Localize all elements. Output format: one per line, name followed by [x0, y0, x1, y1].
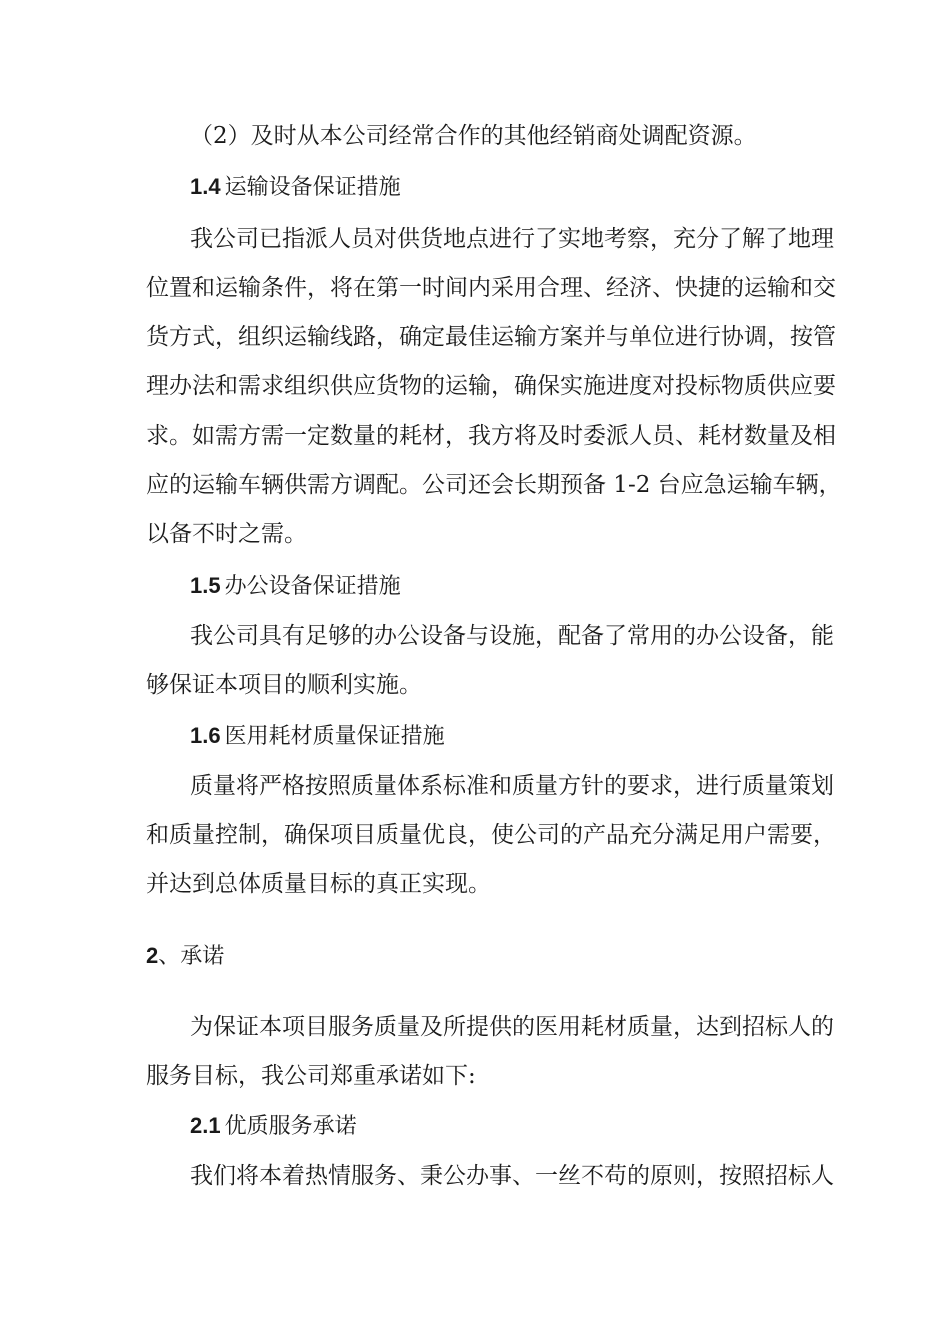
- section-heading-1-6: [190, 720, 816, 753]
- paragraph-line: 和质量控制，确保项目质量优良，使公司的产品充分满足用户需要，: [146, 822, 836, 848]
- section-title: 优质服务承诺: [224, 1114, 357, 1139]
- section-heading-2: [146, 940, 816, 973]
- section-heading-1-4: [190, 171, 816, 204]
- paragraph-line: 位置和运输条件，将在第一时间内采用合理、经济、快捷的运输和交: [146, 275, 836, 301]
- section-title: 办公设备保证措施: [224, 574, 401, 599]
- section-title: 运输设备保证措施: [224, 175, 401, 200]
- paragraph-line: 求。如需方需一定数量的耗材，我方将及时委派人员、耗材数量及相: [146, 423, 836, 449]
- paragraph-line: 为保证本项目服务质量及所提供的医用耗材质量，达到招标人的: [190, 1014, 834, 1040]
- paragraph-line: 以备不时之需。: [146, 521, 307, 547]
- section-title: 、承诺: [158, 944, 225, 969]
- paragraph-line: 应的运输车辆供需方调配。公司还会长期预备 1-2 台应急运输车辆，: [146, 472, 842, 498]
- paragraph-line: 服务目标，我公司郑重承诺如下:: [146, 1063, 476, 1089]
- paragraph-line: 我公司具有足够的办公设备与设施，配备了常用的办公设备，能: [190, 623, 834, 649]
- section-number: 2.1: [190, 1113, 221, 1138]
- section-heading-2-1: [190, 1110, 816, 1143]
- paragraph-line: 我公司已指派人员对供货地点进行了实地考察，充分了解了地理: [190, 226, 834, 252]
- paragraph-line: 质量将严格按照质量体系标准和质量方针的要求，进行质量策划: [190, 773, 834, 799]
- paragraph-item-2: （2）及时从本公司经常合作的其他经销商处调配资源。: [190, 123, 757, 149]
- paragraph-line: 我们将本着热情服务、秉公办事、一丝不苟的原则，按照招标人: [190, 1163, 834, 1189]
- section-number: 2: [146, 943, 159, 968]
- section-number: 1.5: [190, 573, 221, 598]
- paragraph-line: 理办法和需求组织供应货物的运输，确保实施进度对投标物质供应要: [146, 373, 836, 399]
- paragraph-line: 并达到总体质量目标的真正实现。: [146, 871, 491, 897]
- section-title: 医用耗材质量保证措施: [224, 724, 445, 749]
- paragraph-line: 够保证本项目的顺利实施。: [146, 672, 422, 698]
- paragraph-line: 货方式，组织运输线路，确定最佳运输方案并与单位进行协调，按管: [146, 324, 836, 350]
- section-number: 1.4: [190, 174, 221, 199]
- section-number: 1.6: [190, 723, 221, 748]
- section-heading-1-5: [190, 570, 816, 603]
